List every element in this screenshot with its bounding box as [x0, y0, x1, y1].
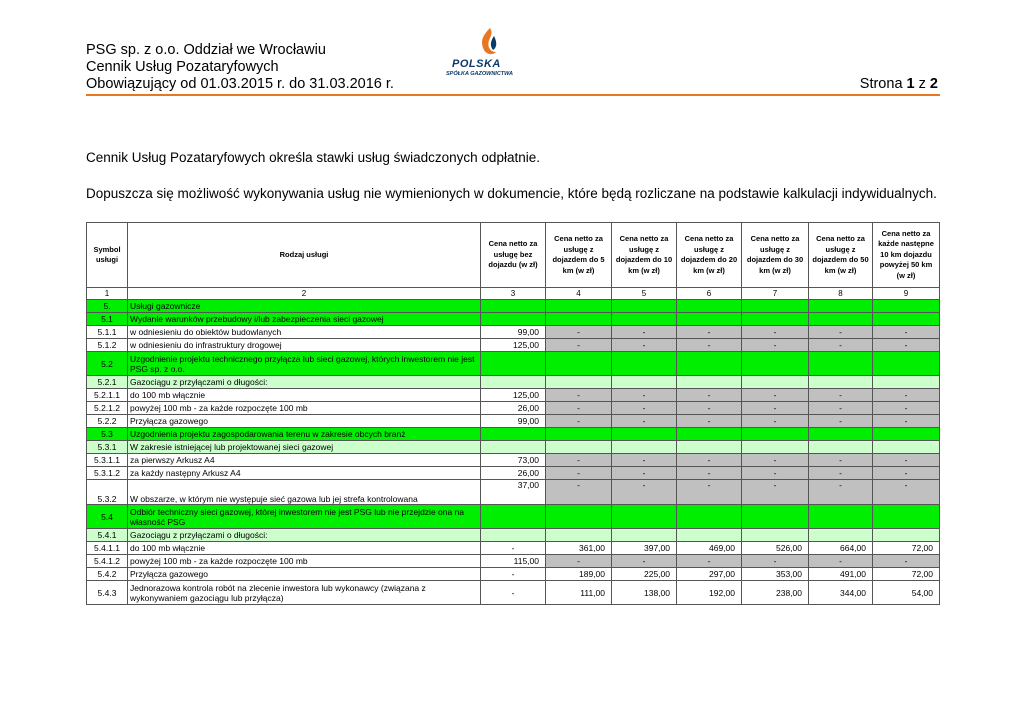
- row-description: W obszarze, w którym nie występuje sieć gazowa lub jej strefa kontrolowana: [128, 480, 481, 505]
- price-cell: -: [742, 480, 809, 505]
- price-cell: -: [809, 339, 873, 352]
- table-row: [87, 389, 940, 402]
- table-row: [87, 505, 940, 529]
- price-cell: -: [546, 480, 612, 505]
- price-cell: 26,00: [481, 402, 546, 415]
- price-cell: 469,00: [677, 542, 742, 555]
- row-description: do 100 mb włącznie: [128, 542, 481, 555]
- price-cell: 353,00: [742, 568, 809, 581]
- row-symbol: 5.4.3: [87, 581, 128, 605]
- row-description: Uzgodnienia projektu zagospodarowania terenu w zakresie obcych branż: [128, 428, 481, 441]
- table-row: [87, 402, 940, 415]
- table-row: [87, 339, 940, 352]
- empty-cell: [546, 441, 612, 454]
- price-cell: -: [809, 326, 873, 339]
- empty-cell: [873, 300, 940, 313]
- empty-cell: [481, 376, 546, 389]
- price-cell: -: [873, 339, 940, 352]
- price-cell: -: [612, 389, 677, 402]
- price-cell: -: [873, 467, 940, 480]
- empty-cell: [677, 441, 742, 454]
- row-description: za pierwszy Arkusz A4: [128, 454, 481, 467]
- price-cell: 397,00: [612, 542, 677, 555]
- empty-cell: [612, 505, 677, 529]
- column-header: Symbol usługi: [87, 223, 128, 288]
- row-symbol: 5.1.1: [87, 326, 128, 339]
- empty-cell: [873, 441, 940, 454]
- price-cell: 72,00: [873, 568, 940, 581]
- intro-paragraph-2: Dopuszcza się możliwość wykonywania usług nie wymienionych w dokumencie, które będą rozliczane na podstawie kalkulacji indywidualnych.: [86, 186, 937, 201]
- empty-cell: [481, 352, 546, 376]
- empty-cell: [546, 529, 612, 542]
- price-cell: 72,00: [873, 542, 940, 555]
- row-description: do 100 mb włącznie: [128, 389, 481, 402]
- price-cell: -: [809, 454, 873, 467]
- empty-cell: [742, 376, 809, 389]
- row-symbol: 5.3.1: [87, 441, 128, 454]
- price-cell: -: [612, 326, 677, 339]
- row-symbol: 5.3.2: [87, 480, 128, 505]
- empty-cell: [873, 376, 940, 389]
- price-cell: -: [742, 415, 809, 428]
- page-total: 2: [929, 76, 938, 92]
- price-cell: 138,00: [612, 581, 677, 605]
- price-cell: -: [809, 415, 873, 428]
- price-cell: -: [677, 402, 742, 415]
- empty-cell: [809, 376, 873, 389]
- column-header: Cena netto za usługę z dojazdem do 10 km (w zł): [612, 223, 677, 288]
- row-symbol: 5.4.1: [87, 529, 128, 542]
- price-cell: -: [742, 467, 809, 480]
- table-row: [87, 313, 940, 326]
- row-symbol: 5.1.2: [87, 339, 128, 352]
- empty-cell: [677, 505, 742, 529]
- column-header: Cena netto za każde następne 10 km dojazdu powyżej 50 km (w zł): [873, 223, 940, 288]
- empty-cell: [742, 529, 809, 542]
- column-number: 5: [612, 288, 677, 300]
- table-row: [87, 415, 940, 428]
- table-row: [87, 542, 940, 555]
- price-cell: -: [873, 415, 940, 428]
- empty-cell: [481, 441, 546, 454]
- empty-cell: [873, 428, 940, 441]
- column-header: Cena netto za usługę z dojazdem do 20 km (w zł): [677, 223, 742, 288]
- empty-cell: [612, 441, 677, 454]
- row-symbol: 5.2.2: [87, 415, 128, 428]
- empty-cell: [742, 441, 809, 454]
- price-cell: -: [677, 326, 742, 339]
- price-cell: -: [873, 326, 940, 339]
- empty-cell: [546, 300, 612, 313]
- price-cell: -: [677, 555, 742, 568]
- empty-cell: [873, 313, 940, 326]
- price-cell: -: [612, 339, 677, 352]
- price-cell: 125,00: [481, 389, 546, 402]
- row-symbol: 5.2: [87, 352, 128, 376]
- price-cell: 491,00: [809, 568, 873, 581]
- empty-cell: [809, 352, 873, 376]
- price-cell: 37,00: [481, 480, 546, 505]
- row-symbol: 5.1: [87, 313, 128, 326]
- price-cell: -: [809, 467, 873, 480]
- price-cell: -: [546, 402, 612, 415]
- row-symbol: 5.3.1.2: [87, 467, 128, 480]
- row-description: Przyłącza gazowego: [128, 568, 481, 581]
- price-cell: -: [809, 480, 873, 505]
- empty-cell: [481, 428, 546, 441]
- page-prefix: Strona: [859, 76, 907, 92]
- price-cell: -: [612, 454, 677, 467]
- price-cell: -: [873, 454, 940, 467]
- empty-cell: [742, 300, 809, 313]
- price-cell: -: [481, 542, 546, 555]
- row-symbol: 5.3.1.1: [87, 454, 128, 467]
- price-cell: -: [481, 568, 546, 581]
- row-description: za każdy następny Arkusz A4: [128, 467, 481, 480]
- price-cell: -: [809, 402, 873, 415]
- empty-cell: [481, 313, 546, 326]
- price-cell: -: [677, 389, 742, 402]
- column-number: 3: [481, 288, 546, 300]
- price-cell: -: [873, 389, 940, 402]
- price-cell: -: [742, 326, 809, 339]
- empty-cell: [873, 352, 940, 376]
- price-cell: -: [809, 555, 873, 568]
- empty-cell: [677, 300, 742, 313]
- price-cell: -: [873, 402, 940, 415]
- column-header: Rodzaj usługi: [128, 223, 481, 288]
- price-cell: -: [809, 389, 873, 402]
- price-cell: 344,00: [809, 581, 873, 605]
- price-cell: 238,00: [742, 581, 809, 605]
- psg-logo: [446, 26, 536, 80]
- price-cell: -: [546, 454, 612, 467]
- empty-cell: [677, 428, 742, 441]
- empty-cell: [612, 352, 677, 376]
- price-cell: 111,00: [546, 581, 612, 605]
- table-row: [87, 581, 940, 605]
- intro-paragraph-1: Cennik Usług Pozataryfowych określa stawki usług świadczonych odpłatnie.: [86, 150, 540, 165]
- table-row: [87, 326, 940, 339]
- empty-cell: [809, 313, 873, 326]
- price-cell: -: [742, 339, 809, 352]
- column-header: Cena netto za usługę z dojazdem do 50 km (w zł): [809, 223, 873, 288]
- company-name: PSG sp. z o.o. Oddział we Wrocławiu: [86, 42, 326, 58]
- row-description: Odbiór techniczny sieci gazowej, której inwestorem nie jest PSG lub nie przejdzie ona na własność PSG: [128, 505, 481, 529]
- empty-cell: [742, 352, 809, 376]
- price-cell: 189,00: [546, 568, 612, 581]
- page-indicator: [860, 76, 938, 93]
- empty-cell: [742, 505, 809, 529]
- table-row: [87, 428, 940, 441]
- price-cell: -: [742, 389, 809, 402]
- row-symbol: 5.: [87, 300, 128, 313]
- logo-title: POLSKA: [452, 58, 501, 70]
- price-cell: -: [612, 467, 677, 480]
- flame-icon: [476, 26, 504, 58]
- price-cell: 115,00: [481, 555, 546, 568]
- column-header: Cena netto za usługę z dojazdem do 5 km (w zł): [546, 223, 612, 288]
- table-row: [87, 300, 940, 313]
- price-cell: 54,00: [873, 581, 940, 605]
- table-row: [87, 376, 940, 389]
- table-row: [87, 480, 940, 505]
- table-body: [87, 300, 940, 605]
- empty-cell: [742, 313, 809, 326]
- column-header: Cena netto za usługę bez dojazdu (w zł): [481, 223, 546, 288]
- empty-cell: [677, 529, 742, 542]
- price-cell: -: [546, 467, 612, 480]
- price-cell: -: [677, 454, 742, 467]
- row-description: w odniesieniu do infrastruktury drogowej: [128, 339, 481, 352]
- price-cell: 73,00: [481, 454, 546, 467]
- row-symbol: 5.4.1.2: [87, 555, 128, 568]
- empty-cell: [546, 376, 612, 389]
- price-cell: -: [612, 480, 677, 505]
- column-number: 6: [677, 288, 742, 300]
- empty-cell: [873, 505, 940, 529]
- row-symbol: 5.3: [87, 428, 128, 441]
- empty-cell: [612, 376, 677, 389]
- price-cell: 526,00: [742, 542, 809, 555]
- row-symbol: 5.4.2: [87, 568, 128, 581]
- empty-cell: [809, 441, 873, 454]
- empty-cell: [809, 505, 873, 529]
- row-description: Uzgodnienie projektu technicznego przyłącza lub sieci gazowej, których inwestorem nie jest PSG sp. z o.o.: [128, 352, 481, 376]
- price-cell: -: [546, 339, 612, 352]
- price-cell: -: [677, 339, 742, 352]
- price-cell: 125,00: [481, 339, 546, 352]
- empty-cell: [481, 505, 546, 529]
- empty-cell: [677, 313, 742, 326]
- price-cell: -: [612, 415, 677, 428]
- column-number: 8: [809, 288, 873, 300]
- price-cell: 225,00: [612, 568, 677, 581]
- empty-cell: [742, 428, 809, 441]
- price-cell: -: [546, 415, 612, 428]
- empty-cell: [612, 529, 677, 542]
- table-row: [87, 441, 940, 454]
- row-symbol: 5.2.1: [87, 376, 128, 389]
- price-cell: -: [742, 454, 809, 467]
- row-description: Przyłącza gazowego: [128, 415, 481, 428]
- table-row: [87, 467, 940, 480]
- price-cell: -: [677, 480, 742, 505]
- logo-subtitle: SPÓŁKA GAZOWNICTWA: [446, 71, 514, 77]
- empty-cell: [612, 313, 677, 326]
- row-description: Wydanie warunków przebudowy i/lub zabezpieczenia sieci gazowej: [128, 313, 481, 326]
- price-cell: 664,00: [809, 542, 873, 555]
- empty-cell: [481, 529, 546, 542]
- row-symbol: 5.2.1.1: [87, 389, 128, 402]
- table-header-row: [87, 223, 940, 288]
- price-cell: -: [742, 555, 809, 568]
- row-symbol: 5.2.1.2: [87, 402, 128, 415]
- empty-cell: [612, 300, 677, 313]
- row-symbol: 5.4.1.1: [87, 542, 128, 555]
- table-row: [87, 568, 940, 581]
- price-cell: -: [546, 326, 612, 339]
- price-cell: 99,00: [481, 415, 546, 428]
- empty-cell: [809, 529, 873, 542]
- table-row: [87, 529, 940, 542]
- column-numbers-row: [87, 288, 940, 300]
- price-cell: 361,00: [546, 542, 612, 555]
- column-number: 2: [128, 288, 481, 300]
- price-cell: -: [546, 389, 612, 402]
- empty-cell: [546, 352, 612, 376]
- price-cell: -: [873, 480, 940, 505]
- column-number: 7: [742, 288, 809, 300]
- price-cell: 26,00: [481, 467, 546, 480]
- empty-cell: [809, 428, 873, 441]
- price-table: [86, 222, 940, 605]
- empty-cell: [546, 313, 612, 326]
- price-cell: -: [546, 555, 612, 568]
- table-row: [87, 454, 940, 467]
- row-description: Gazociągu z przyłączami o długości:: [128, 376, 481, 389]
- empty-cell: [612, 428, 677, 441]
- empty-cell: [677, 352, 742, 376]
- row-description: Gazociągu z przyłączami o długości:: [128, 529, 481, 542]
- empty-cell: [481, 300, 546, 313]
- price-cell: 297,00: [677, 568, 742, 581]
- price-cell: 99,00: [481, 326, 546, 339]
- row-description: Usługi gazownicze: [128, 300, 481, 313]
- column-number: 4: [546, 288, 612, 300]
- row-symbol: 5.4: [87, 505, 128, 529]
- header-divider: [86, 94, 940, 96]
- empty-cell: [546, 505, 612, 529]
- page-number: 1: [906, 76, 915, 92]
- table-row: [87, 352, 940, 376]
- empty-cell: [677, 376, 742, 389]
- price-cell: -: [612, 555, 677, 568]
- price-cell: -: [612, 402, 677, 415]
- row-description: powyżej 100 mb - za każde rozpoczęte 100 mb: [128, 555, 481, 568]
- empty-cell: [873, 529, 940, 542]
- price-cell: 192,00: [677, 581, 742, 605]
- table-row: [87, 555, 940, 568]
- row-description: w odniesieniu do obiektów budowlanych: [128, 326, 481, 339]
- empty-cell: [546, 428, 612, 441]
- price-cell: -: [481, 581, 546, 605]
- validity-period: Obowiązujący od 01.03.2015 r. do 31.03.2016 r.: [86, 76, 394, 92]
- row-description: W zakresie istniejącej lub projektowanej sieci gazowej: [128, 441, 481, 454]
- price-cell: -: [677, 415, 742, 428]
- page-mid: z: [914, 76, 930, 92]
- document-title: Cennik Usług Pozataryfowych: [86, 59, 279, 75]
- row-description: Jednorazowa kontrola robót na zlecenie inwestora lub wykonawcy (związana z wykonywaniem gazociągu lub przyłącza): [128, 581, 481, 605]
- column-number: 1: [87, 288, 128, 300]
- price-cell: -: [873, 555, 940, 568]
- row-description: powyżej 100 mb - za każde rozpoczęte 100 mb: [128, 402, 481, 415]
- price-cell: -: [677, 467, 742, 480]
- price-cell: -: [742, 402, 809, 415]
- column-number: 9: [873, 288, 940, 300]
- column-header: Cena netto za usługę z dojazdem do 30 km (w zł): [742, 223, 809, 288]
- empty-cell: [809, 300, 873, 313]
